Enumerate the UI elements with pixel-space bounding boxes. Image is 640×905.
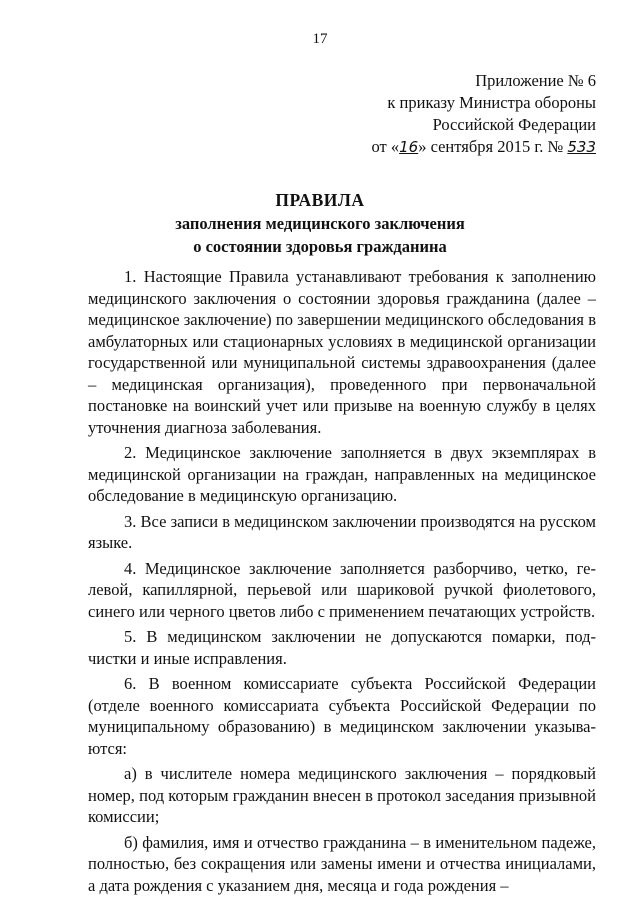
paragraph-5: 5. В медицинском заключении не допускаются помарки, подчистки и иные исправления. bbox=[88, 627, 596, 668]
appendix-header bbox=[371, 70, 596, 158]
body-text bbox=[88, 266, 596, 900]
title-main: ПРАВИЛА bbox=[275, 190, 365, 210]
appendix-date-line bbox=[371, 136, 596, 158]
document-title bbox=[0, 189, 640, 258]
appendix-line-1: Приложение № 6 bbox=[475, 71, 596, 90]
paragraph-6: 6. В военном комиссариате субъекта Российской Федерации (отделе военного комиссариата субъекта Российской Федерации по муниципальному образованию) в медицинском заключении указываются: bbox=[88, 674, 596, 758]
paragraph-4: 4. Медицинское заключение заполняется разборчиво, четко, гелевой, капиллярной, перьевой или шариковой ручкой фиолетового, синего или черного цветов либо с применением печатающих устройств. bbox=[88, 558, 596, 621]
paragraph-1: 1. Настоящие Правила устанавливают требования к заполнению медицинского заключения о состоянии здоровья гражданина (далее – медицинское заключение) по завершении медицинского обследования в амбулаторных или стационарных условиях в медицинской организации государственной или муниципальной системы здравоохранения (далее – медицинская организация), проведенного при первоначальной постановке на воинский учет или призыве на военную службу в целях уточнения диагноза заболевания. bbox=[88, 267, 596, 437]
paragraph-2: 2. Медицинское заключение заполняется в двух экземплярах в медицинской организации на граждан, направленных на медицинское обследование в медицинскую организацию. bbox=[88, 443, 596, 505]
date-mid: » сентября 2015 г. № bbox=[418, 137, 568, 156]
handwritten-day: 16 bbox=[399, 138, 419, 156]
title-subtitle-2: о состоянии здоровья гражданина bbox=[193, 237, 447, 256]
handwritten-order-number: 533 bbox=[567, 138, 596, 156]
date-prefix: от « bbox=[371, 137, 400, 156]
appendix-line-2: к приказу Министра обороны bbox=[387, 93, 596, 112]
paragraph-6a: а) в числителе номера медицинского заключения – порядковый номер, под которым гражданин внесен в протокол заседания призывной комиссии; bbox=[88, 764, 596, 826]
page-number: 17 bbox=[312, 31, 328, 47]
title-subtitle-1: заполнения медицинского заключения bbox=[175, 214, 465, 233]
paragraph-6b: б) фамилия, имя и отчество гражданина – в именительном падеже, полностью, без сокращения или замены имени и отчества инициалами, а дата рождения с указанием дня, месяца и года рождения – bbox=[88, 832, 596, 895]
paragraph-3: 3. Все записи в медицинском заключении производятся на русском языке. bbox=[88, 511, 596, 552]
appendix-line-3: Российской Федерации bbox=[432, 115, 596, 134]
